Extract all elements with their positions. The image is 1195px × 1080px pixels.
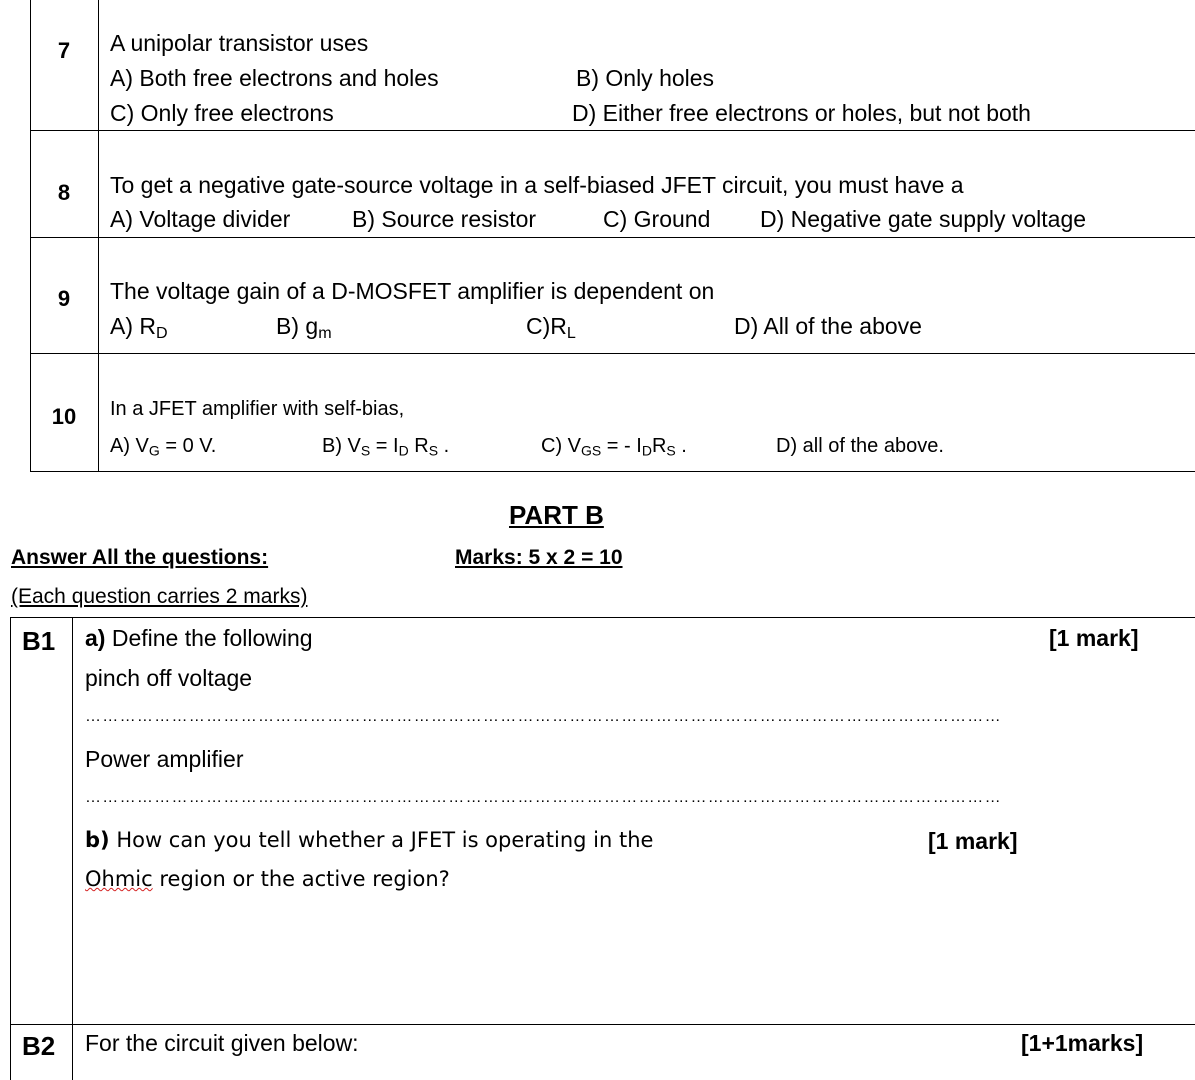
question-stem: A unipolar transistor uses bbox=[110, 30, 369, 56]
option-a: A) $R_D$ bbox=[110, 313, 168, 343]
row-divider bbox=[30, 130, 1195, 131]
question-label: B1 bbox=[22, 626, 56, 656]
instruction: Answer All the questions: bbox=[11, 546, 269, 569]
row-divider bbox=[30, 237, 1195, 238]
row-divider bbox=[30, 353, 1195, 354]
table-top-border bbox=[10, 617, 1195, 618]
table-left-border bbox=[10, 617, 11, 1080]
marks-note: (Each question carries 2 marks) bbox=[11, 585, 308, 608]
table-column-divider bbox=[72, 617, 73, 1080]
question-number: 8 bbox=[57, 180, 71, 205]
option-d: D) Either free electrons or holes, but not both bbox=[572, 100, 1031, 126]
marks-label: [1 mark] bbox=[928, 828, 1018, 854]
option-b: B) Only holes bbox=[576, 65, 715, 91]
option-b: B) $g_m$ bbox=[276, 313, 332, 343]
table-left-border bbox=[30, 0, 31, 471]
question-number: 10 bbox=[51, 404, 77, 429]
row-divider bbox=[30, 471, 98, 472]
part-title: PART B bbox=[509, 500, 604, 530]
option-a: A) Voltage divider bbox=[110, 206, 291, 232]
marks-summary: Marks: 5 x 2 = 10 bbox=[455, 546, 623, 569]
question-number: 7 bbox=[57, 38, 71, 63]
option-a: A) Both free electrons and holes bbox=[110, 65, 439, 91]
question-stem: In a JFET amplifier with self-bias, bbox=[110, 398, 405, 420]
question-text: For the circuit given below: bbox=[85, 1030, 359, 1056]
marks-label: [1 mark] bbox=[1049, 625, 1139, 651]
term-text: pinch off voltage bbox=[85, 665, 253, 691]
option-b: B) Source resistor bbox=[352, 206, 537, 232]
option-d: D) All of the above bbox=[734, 313, 922, 339]
term-text: Power amplifier bbox=[85, 746, 244, 772]
option-d: D) all of the above. bbox=[776, 435, 944, 457]
row-divider bbox=[98, 471, 1195, 472]
subquestion-b: b) How can you tell whether a JFET is operating in the bbox=[85, 828, 654, 852]
option-c: $C)R_L$ bbox=[526, 313, 576, 343]
question-label: B2 bbox=[22, 1031, 56, 1061]
row-divider bbox=[10, 1024, 1195, 1025]
option-a: A) $V_G = 0$ V. bbox=[110, 435, 217, 459]
answer-line: …………………………………………………………………………………………………………………………………………… bbox=[85, 789, 1002, 806]
option-c: C) $V_{GS}$ = - $I_DR_S$ . bbox=[541, 435, 687, 459]
question-stem: The voltage gain of a D-MOSFET amplifier is dependent on bbox=[110, 278, 715, 304]
subquestion-a: a) Define the following bbox=[85, 625, 313, 651]
marks-label: [1+1marks] bbox=[1021, 1030, 1144, 1056]
option-c: C) Ground bbox=[603, 206, 711, 232]
table-column-divider bbox=[98, 0, 99, 471]
subquestion-b-continued: Ohmic region or the active region? bbox=[85, 867, 450, 891]
question-stem: To get a negative gate-source voltage in a self-biased JFET circuit, you must have a bbox=[110, 172, 964, 198]
option-d: D) Negative gate supply voltage bbox=[760, 206, 1087, 232]
question-number: 9 bbox=[57, 286, 71, 311]
option-c: C) Only free electrons bbox=[110, 100, 334, 126]
option-b: B) $V_S = I_D$ $R_S$ . bbox=[322, 435, 450, 459]
answer-line: …………………………………………………………………………………………………………………………………………… bbox=[85, 708, 1002, 725]
